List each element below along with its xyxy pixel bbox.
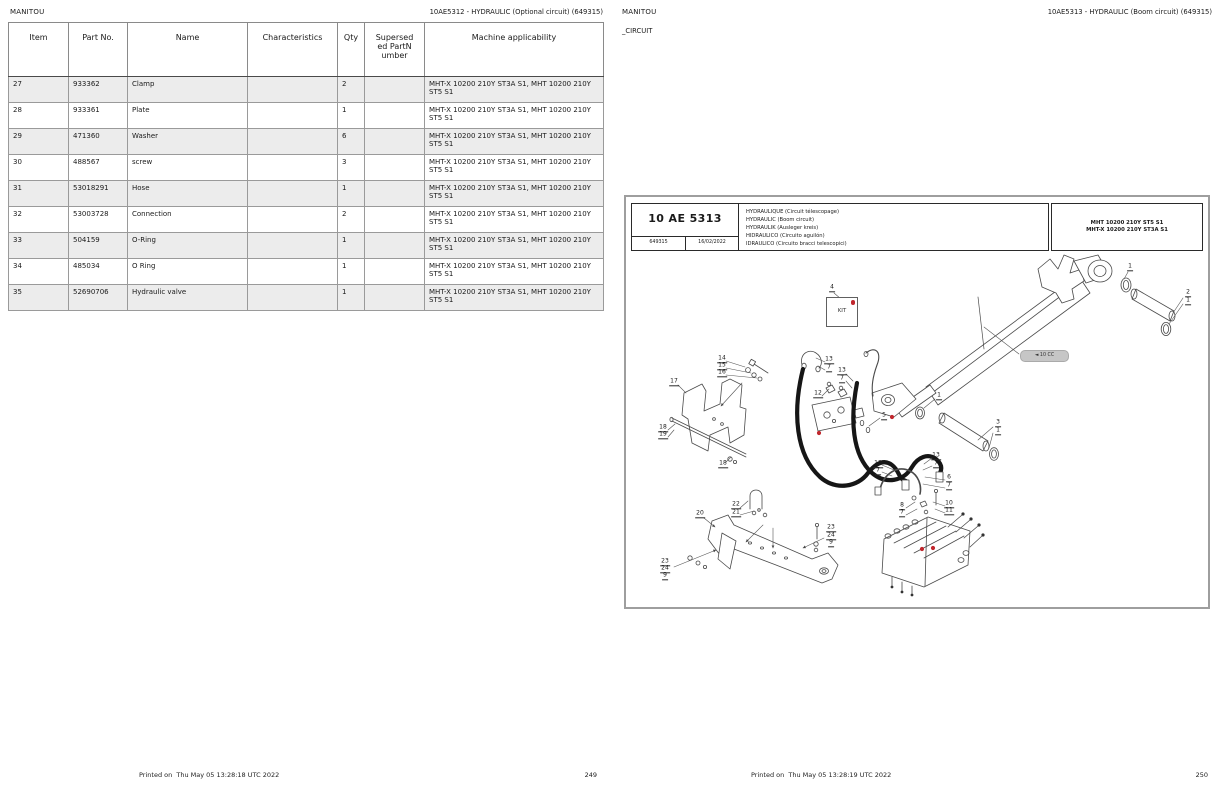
cell-superseded bbox=[365, 77, 425, 103]
cell-applicability: MHT-X 10200 210Y ST3A S1, MHT 10200 210Y ST5 S1 bbox=[425, 181, 604, 207]
callout-13: 13 bbox=[873, 460, 883, 468]
diagram-code-subrow bbox=[632, 236, 738, 250]
cell-part_no: 53018291 bbox=[69, 181, 128, 207]
callout-10: 10 bbox=[944, 500, 954, 508]
cell-item: 31 bbox=[9, 181, 69, 207]
boom-cylinder bbox=[872, 255, 1112, 417]
callout-2: 2 bbox=[1185, 289, 1191, 297]
cell-characteristics bbox=[248, 103, 338, 129]
adapters bbox=[912, 489, 938, 513]
callout-5: 5 bbox=[881, 412, 887, 420]
cell-part_no: 933361 bbox=[69, 103, 128, 129]
col-header-characteristics: Characteristics bbox=[248, 23, 338, 77]
diagram-ref: 649315 bbox=[632, 237, 686, 250]
cell-superseded bbox=[365, 285, 425, 311]
callout-7: 7 bbox=[899, 509, 905, 517]
right-subtitle: _CIRCUIT bbox=[622, 27, 653, 35]
cell-item: 34 bbox=[9, 259, 69, 285]
callout-20: 20 bbox=[695, 510, 705, 518]
cell-item: 35 bbox=[9, 285, 69, 311]
cell-characteristics bbox=[248, 155, 338, 181]
parts-table-header bbox=[9, 23, 604, 77]
callout-24: 24 bbox=[826, 532, 836, 540]
control-valve bbox=[882, 512, 985, 596]
parts-table-body bbox=[9, 77, 604, 311]
left-page-number: 249 bbox=[584, 771, 597, 779]
cell-applicability: MHT-X 10200 210Y ST3A S1, MHT 10200 210Y ST5 S1 bbox=[425, 233, 604, 259]
cell-item: 32 bbox=[9, 207, 69, 233]
right-page-title: 10AE5313 - HYDRAULIC (Boom circuit) (649315) bbox=[1047, 8, 1212, 16]
callout-7: 7 bbox=[933, 460, 939, 468]
diagram-header bbox=[631, 203, 1203, 251]
cell-applicability: MHT-X 10200 210Y ST3A S1, MHT 10200 210Y ST5 S1 bbox=[425, 259, 604, 285]
cell-item: 27 bbox=[9, 77, 69, 103]
cell-name: Plate bbox=[128, 103, 248, 129]
callout-12: 12 bbox=[813, 390, 823, 398]
col-header-name: Name bbox=[128, 23, 248, 77]
cell-part_no: 53003728 bbox=[69, 207, 128, 233]
table-row bbox=[9, 129, 604, 155]
callout-13: 13 bbox=[824, 356, 834, 364]
cell-characteristics bbox=[248, 129, 338, 155]
diagram-code: 10 AE 5313 bbox=[648, 212, 722, 225]
callout-7: 7 bbox=[839, 375, 845, 383]
cell-applicability: MHT-X 10200 210Y ST3A S1, MHT 10200 210Y ST5 S1 bbox=[425, 103, 604, 129]
cell-part_no: 485034 bbox=[69, 259, 128, 285]
callout-16: 16 bbox=[717, 369, 727, 377]
cell-applicability: MHT-X 10200 210Y ST3A S1, MHT 10200 210Y ST5 S1 bbox=[425, 77, 604, 103]
diagram-models bbox=[1051, 203, 1203, 251]
language-line: HIDRAULICO (Circuito aguilón) bbox=[746, 233, 825, 240]
model-line: MHT-X 10200 210Y ST3A S1 bbox=[1086, 227, 1168, 233]
cell-name: Washer bbox=[128, 129, 248, 155]
callout-8: 8 bbox=[899, 502, 905, 510]
cell-characteristics bbox=[248, 285, 338, 311]
cell-characteristics bbox=[248, 77, 338, 103]
language-line: HYDRAULIK (Ausleger kreis) bbox=[746, 224, 819, 231]
cell-applicability: MHT-X 10200 210Y ST3A S1, MHT 10200 210Y ST5 S1 bbox=[425, 207, 604, 233]
language-line: IDRAULICO (Circuito bracci telescopici) bbox=[746, 241, 847, 248]
diagram-box bbox=[624, 195, 1210, 609]
cell-superseded bbox=[365, 103, 425, 129]
cell-name: O Ring bbox=[128, 259, 248, 285]
cc-capacity-label: ◄ 10 CC bbox=[1020, 350, 1069, 362]
cell-qty: 6 bbox=[338, 129, 365, 155]
cell-superseded bbox=[365, 181, 425, 207]
diagram-languages bbox=[739, 204, 1048, 250]
section-mark bbox=[978, 297, 984, 349]
cell-qty: 2 bbox=[338, 77, 365, 103]
callout-22: 22 bbox=[731, 501, 741, 509]
callout-23: 23 bbox=[660, 558, 670, 566]
callout-1: 1 bbox=[1185, 297, 1191, 305]
table-row bbox=[9, 181, 604, 207]
parts-table bbox=[8, 22, 604, 311]
cell-item: 30 bbox=[9, 155, 69, 181]
callout-9: 9 bbox=[662, 572, 668, 580]
col-header-superseded: Superseded PartNumber bbox=[365, 23, 425, 77]
callout-7: 7 bbox=[826, 364, 832, 372]
cell-superseded bbox=[365, 155, 425, 181]
kit-box bbox=[826, 297, 858, 327]
mounting-bracket bbox=[682, 379, 746, 451]
table-row bbox=[9, 233, 604, 259]
cell-item: 33 bbox=[9, 233, 69, 259]
cell-superseded bbox=[365, 233, 425, 259]
diagram-code-cell bbox=[632, 204, 739, 250]
col-header-applicability: Machine applicability bbox=[425, 23, 604, 77]
left-footer-printed: Printed on Thu May 05 13:28:18 UTC 2022 bbox=[139, 771, 280, 779]
cell-applicability: MHT-X 10200 210Y ST3A S1, MHT 10200 210Y ST5 S1 bbox=[425, 285, 604, 311]
cell-qty: 2 bbox=[338, 207, 365, 233]
diagram-date: 16/02/2022 bbox=[698, 240, 726, 245]
cell-part_no: 933362 bbox=[69, 77, 128, 103]
cell-qty: 1 bbox=[338, 233, 365, 259]
diagram-art bbox=[626, 197, 1208, 607]
cell-superseded bbox=[365, 259, 425, 285]
language-line: HYDRAULIC (Boom circuit) bbox=[746, 216, 815, 223]
cell-part_no: 488567 bbox=[69, 155, 128, 181]
kit-marker-dot bbox=[851, 300, 856, 305]
callout-11: 11 bbox=[944, 507, 954, 515]
left-brand: MANITOU bbox=[10, 8, 45, 16]
cell-name: Hydraulic valve bbox=[128, 285, 248, 311]
cell-item: 29 bbox=[9, 129, 69, 155]
cell-qty: 1 bbox=[338, 285, 365, 311]
cell-name: screw bbox=[128, 155, 248, 181]
cell-qty: 1 bbox=[338, 259, 365, 285]
pins-and-rings bbox=[860, 278, 1175, 460]
table-row bbox=[9, 103, 604, 129]
callout-4: 4 bbox=[829, 284, 835, 292]
model-line: MHT 10200 210Y ST5 S1 bbox=[1090, 220, 1164, 226]
callout-24: 24 bbox=[660, 565, 670, 573]
cell-name: Connection bbox=[128, 207, 248, 233]
diagram-header-main bbox=[631, 203, 1049, 251]
cell-name: Hose bbox=[128, 181, 248, 207]
cell-characteristics bbox=[248, 259, 338, 285]
callout-15: 15 bbox=[717, 362, 727, 370]
callout-1: 1 bbox=[995, 427, 1001, 435]
col-header-part-no: Part No. bbox=[69, 23, 128, 77]
right-brand: MANITOU bbox=[622, 8, 657, 16]
table-row bbox=[9, 207, 604, 233]
u-bolt bbox=[750, 490, 767, 517]
cell-part_no: 52690706 bbox=[69, 285, 128, 311]
callout-18: 18 bbox=[658, 424, 668, 432]
callout-13: 13 bbox=[931, 452, 941, 460]
left-page-title: 10AE5312 - HYDRAULIC (Optional circuit) (649315) bbox=[429, 8, 603, 16]
right-page-number: 250 bbox=[1195, 771, 1208, 779]
cell-characteristics bbox=[248, 181, 338, 207]
callout-9: 9 bbox=[828, 539, 834, 547]
kit-label: KIT bbox=[837, 308, 847, 314]
cell-qty: 3 bbox=[338, 155, 365, 181]
callout-23: 23 bbox=[826, 524, 836, 532]
diagram-canvas bbox=[626, 197, 1208, 607]
cell-characteristics bbox=[248, 233, 338, 259]
callout-21: 21 bbox=[731, 509, 741, 517]
cell-qty: 1 bbox=[338, 103, 365, 129]
cell-item: 28 bbox=[9, 103, 69, 129]
callout-18: 18 bbox=[718, 460, 728, 468]
cell-name: O-Ring bbox=[128, 233, 248, 259]
callout-7: 7 bbox=[946, 482, 952, 490]
cell-part_no: 504159 bbox=[69, 233, 128, 259]
cell-characteristics bbox=[248, 207, 338, 233]
cell-applicability: MHT-X 10200 210Y ST3A S1, MHT 10200 210Y ST5 S1 bbox=[425, 155, 604, 181]
callout-1: 1 bbox=[1127, 263, 1133, 271]
col-header-item: Item bbox=[9, 23, 69, 77]
table-row bbox=[9, 259, 604, 285]
table-row bbox=[9, 77, 604, 103]
callout-6: 6 bbox=[946, 474, 952, 482]
cell-name: Clamp bbox=[128, 77, 248, 103]
callout-14: 14 bbox=[717, 355, 727, 363]
cell-part_no: 471360 bbox=[69, 129, 128, 155]
cell-qty: 1 bbox=[338, 181, 365, 207]
callout-17: 17 bbox=[669, 378, 679, 386]
col-header-qty: Qty bbox=[338, 23, 365, 77]
callout-7: 7 bbox=[875, 467, 881, 475]
callout-13: 13 bbox=[837, 367, 847, 375]
callout-1: 1 bbox=[936, 392, 942, 400]
cell-applicability: MHT-X 10200 210Y ST3A S1, MHT 10200 210Y ST5 S1 bbox=[425, 129, 604, 155]
callout-19: 19 bbox=[658, 431, 668, 439]
language-line: HYDRAULIQUE (Circuit télescopage) bbox=[746, 208, 839, 215]
cell-superseded bbox=[365, 129, 425, 155]
table-row bbox=[9, 155, 604, 181]
callout-3: 3 bbox=[995, 419, 1001, 427]
table-row bbox=[9, 285, 604, 311]
right-footer-printed: Printed on Thu May 05 13:28:19 UTC 2022 bbox=[751, 771, 892, 779]
cell-superseded bbox=[365, 207, 425, 233]
